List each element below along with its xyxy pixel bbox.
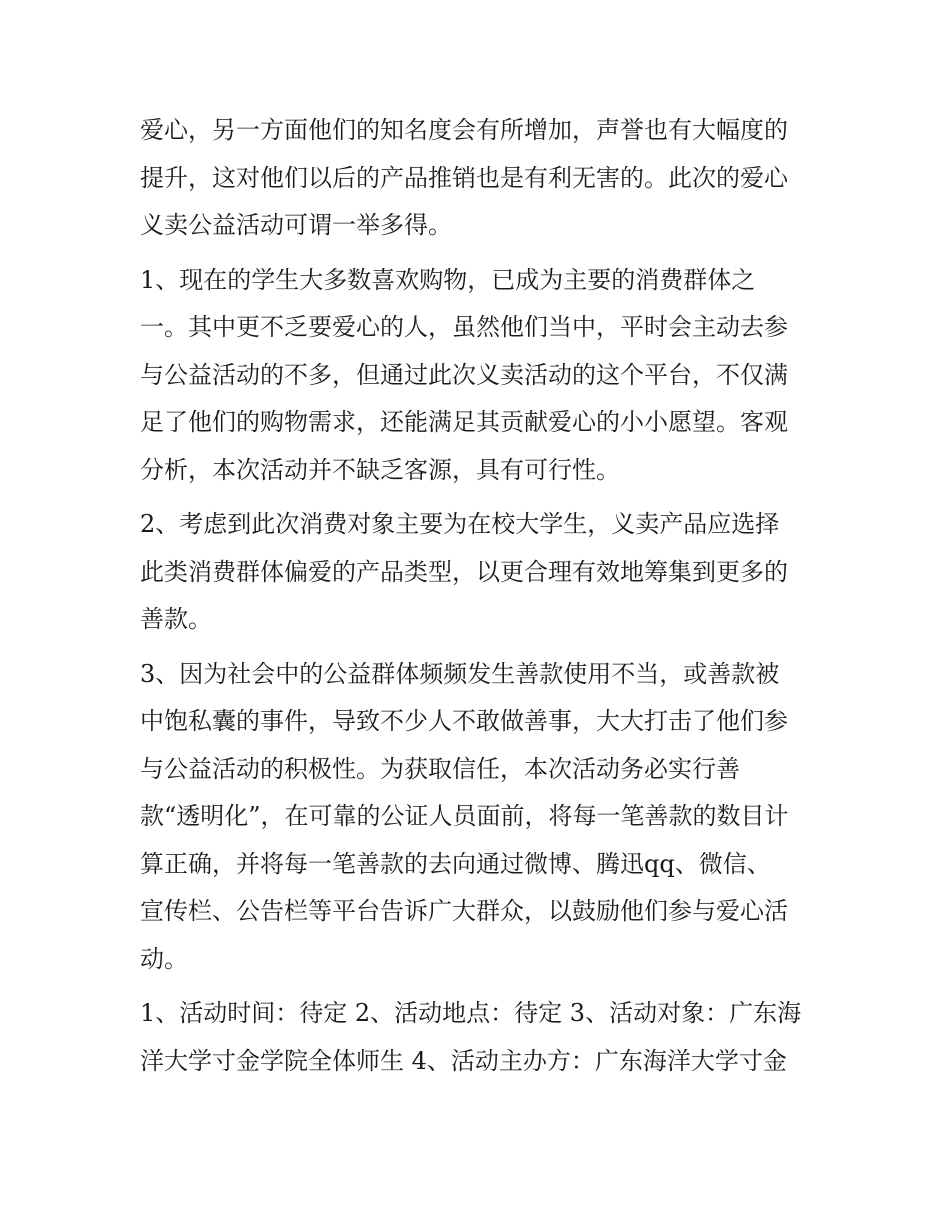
paragraph-gap — [140, 494, 830, 501]
text-line: 宣传栏、公告栏等平台告诉广大群众，以鼓励他们参与爱心活 — [140, 897, 788, 925]
text-line: 爱心，另一方面他们的知名度会有所增加，声誉也有大幅度的 — [140, 116, 788, 144]
text-line: 中饱私囊的事件，导致不少人不敢做善事，大大打击了他们参 — [140, 707, 788, 735]
text-line: 1、现在的学生大多数喜欢购物，已成为主要的消费群体之 — [140, 265, 756, 294]
text-line: 款“透明化”，在可靠的公证人员面前，将每一笔善款的数目计 — [140, 802, 789, 830]
paragraph-gap — [140, 983, 830, 990]
document-body — [140, 107, 830, 1085]
text-line: 与公益活动的不多，但通过此次义卖活动的这个平台，不仅满 — [140, 360, 788, 389]
text-line: 一。其中更不乏要爱心的人，虽然他们当中，平时会主动去参 — [140, 313, 788, 341]
paragraph-gap — [140, 250, 830, 257]
text-line: 提升，这对他们以后的产品推销也是有利无害的。此次的爱心 — [140, 163, 788, 192]
text-line: 善款。 — [140, 605, 212, 633]
text-line: 足了他们的购物需求，还能满足其贡献爱心的小小愿望。客观 — [140, 408, 788, 436]
text-line: 洋大学寸金学院全体师生 4、活动主办方：广东海洋大学寸金 — [140, 1046, 787, 1075]
text-line: 2、考虑到此次消费对象主要为在校大学生，义卖产品应选择 — [140, 510, 780, 538]
paragraph-gap — [140, 644, 830, 651]
text-line: 3、因为社会中的公益群体频频发生善款使用不当，或善款被 — [140, 659, 780, 688]
text-line: 与公益活动的积极性。为获取信任，本次活动务必实行善 — [140, 754, 740, 783]
text-line: 义卖公益活动可谓一举多得。 — [140, 211, 452, 239]
text-line: 动。 — [140, 944, 188, 973]
text-line: 此类消费群体偏爱的产品类型，以更合理有效地筹集到更多的 — [140, 557, 788, 586]
text-line: 算正确，并将每一笔善款的去向通过微博、腾迅qq、微信、 — [140, 849, 771, 878]
text-line: 分析，本次活动并不缺乏客源，具有可行性。 — [140, 455, 620, 484]
text-line: 1、活动时间：待定 2、活动地点：待定 3、活动对象：广东海 — [140, 999, 802, 1027]
